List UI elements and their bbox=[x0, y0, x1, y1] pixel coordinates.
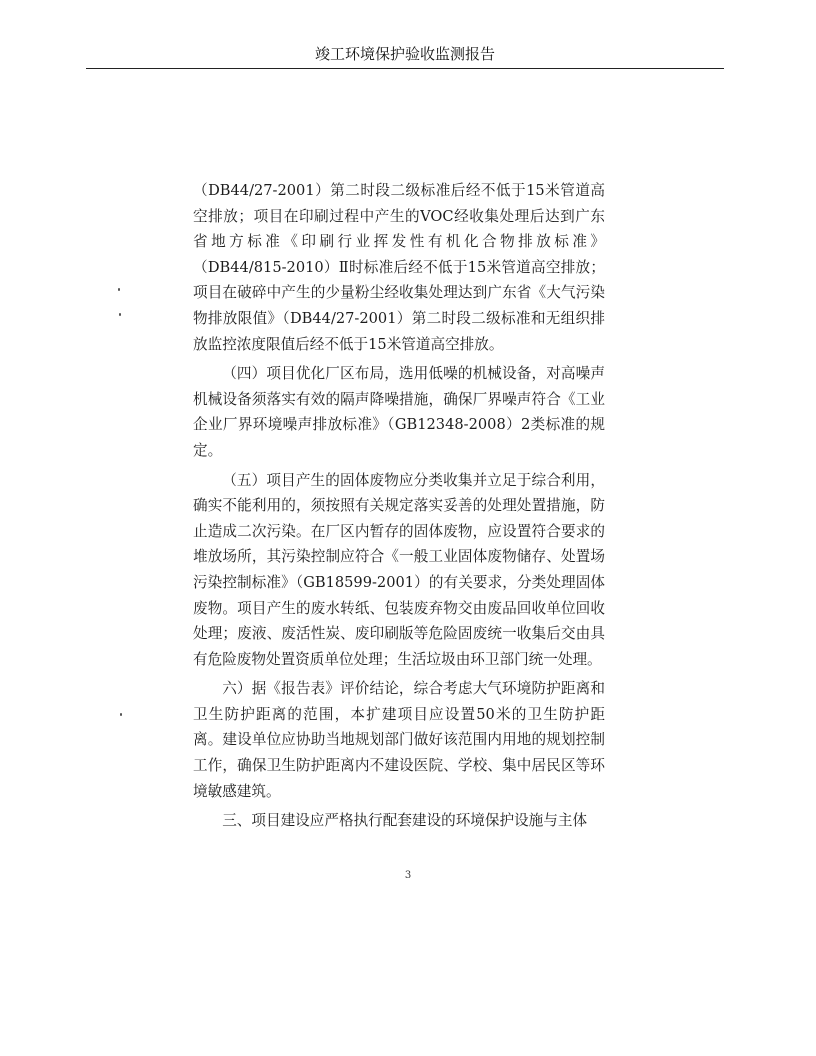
scan-speck bbox=[118, 288, 120, 291]
paragraph-solid-waste: （五）项目产生的固体废物应分类收集并立足于综合利用，确实不能利用的，须按照有关规定落实妥善的处理处置措施，防止造成二次污染。在厂区内暂存的固体废物，应设置符合要求的堆放场所，其污染控制应符合《一般工业固体废物储存、处置场污染控制标准》（GB18599-2001）的有关要求，分类处理固体废物。项目产生的废水转纸、包装废弃物交由废品回收单位回收处理；废液、废活性炭、废印刷版等危险固废统一收集后交由具有危险废物处置资质单位处理；生活垃圾由环卫部门统一处理。 bbox=[193, 471, 605, 668]
header-divider bbox=[86, 68, 724, 69]
paragraph-protection-distance: 六）据《报告表》评价结论，综合考虑大气环境防护距离和卫生防护距离的范围，本扩建项目应设置50米的卫生防护距离。建设单位应协助当地规划部门做好该范围内用地的规划控制工作，确保卫生防护距离内不建设医院、学校、集中居民区等环境敏感建筑。 bbox=[193, 680, 605, 800]
scan-speck bbox=[119, 313, 121, 316]
scan-speck bbox=[120, 713, 122, 716]
page-number: 3 bbox=[404, 870, 412, 881]
paragraph-noise-control: （四）项目优化厂区布局，选用低噪的机械设备，对高噪声机械设备须落实有效的隔声降噪措施，确保厂界噪声符合《工业企业厂界环境噪声排放标准》（GB12348-2008）2类标准的规定。 bbox=[193, 365, 605, 459]
document-body bbox=[193, 178, 605, 834]
paragraph-construction-requirements: 三、项目建设应严格执行配套建设的环境保护设施与主体 bbox=[222, 812, 588, 830]
paragraph-emission-standards: （DB44/27-2001）第二时段二级标准后经不低于15米管道高空排放；项目在印刷过程中产生的VOC经收集处理后达到广东省地方标准《印刷行业挥发性有机化合物排放标准》（DB44/815-2010）Ⅱ时标准后经不低于15米管道高空排放；项目在破碎中产生的少量粉尘经收集处理达到广东省《大气污染物排放限值》（DB44/27-2001）第二时段二级标准和无组织排放监控浓度限值后经不低于15米管道高空排放。 bbox=[193, 182, 605, 353]
page-header-title: 竣工环境保护验收监测报告 bbox=[314, 45, 495, 63]
